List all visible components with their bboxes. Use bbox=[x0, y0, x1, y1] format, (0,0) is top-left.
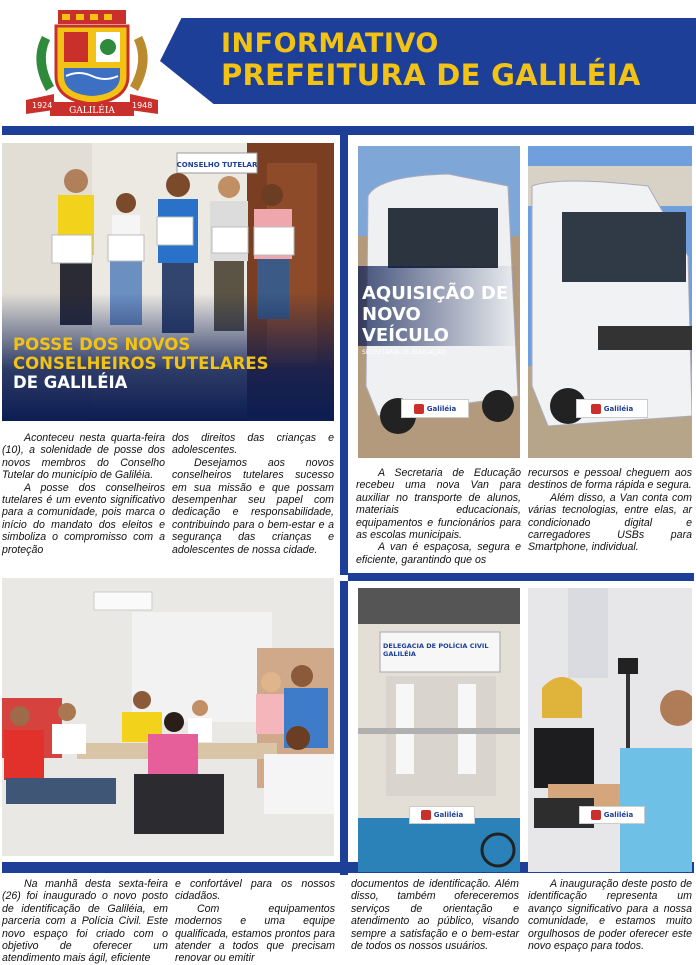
article3-column4 bbox=[528, 878, 692, 952]
article2-column1 bbox=[356, 467, 521, 566]
paragraph: Com equipamentos modernos e uma equipe qualificada, estamos prontos para atender a todos que precisam renovar ou emitir bbox=[175, 902, 335, 965]
police-sign-line2: GALILÉIA bbox=[383, 650, 416, 658]
right-middle-rule bbox=[348, 573, 694, 581]
paragraph: Aconteceu nesta quarta-feira (10), a solenidade de posse dos novos membros do Conselho Tutelar do município de Galiléia. bbox=[2, 432, 165, 482]
city-logo-badge: Galiléia bbox=[576, 399, 648, 418]
article2-title bbox=[362, 283, 512, 356]
lower-left-rule bbox=[2, 862, 340, 873]
center-vertical-rule bbox=[340, 135, 348, 575]
paragraph: A posse dos conselheiros tutelares é um evento significativo para a comunidade, pois marca o início do mandato dos eleitos e simboliza o compromisso com a proteção bbox=[2, 481, 165, 556]
paragraph: Na manhã desta sexta-feira (26) foi inaugurado o novo posto de identificação de Galiléia, em parceria com a Polícia Civil. Este novo espaço foi criado com o objetivo de oferecer um atendimento mais ágil, eficiente bbox=[2, 878, 168, 965]
crest-year-left: 1924 bbox=[32, 101, 53, 110]
paragraph: documentos de identificação. Além disso, também ofereceremos serviços de orientação e atendimento ao público, visando sempre a satisfação e o bem-estar de todos os nossos usuários. bbox=[351, 878, 519, 953]
paragraph: recursos e pessoal cheguem aos destinos de forma rápida e segura. bbox=[528, 467, 692, 492]
paragraph: dos direitos das crianças e adolescentes. bbox=[172, 432, 334, 457]
crest-year-right: 1948 bbox=[132, 101, 153, 110]
article3-column3 bbox=[351, 878, 519, 952]
header-title-line2: PREFEITURA DE GALILÉIA bbox=[221, 58, 641, 92]
paragraph: A van é espaçosa, segura e eficiente, garantindo que os bbox=[356, 541, 521, 566]
city-logo-badge: Galiléia bbox=[409, 806, 475, 824]
article1-title-line3: DE GALILÉIA bbox=[13, 373, 128, 392]
city-logo-badge: Galiléia bbox=[401, 399, 469, 418]
crest-name: GALILÉIA bbox=[69, 106, 115, 116]
photo-meeting-room bbox=[2, 578, 334, 856]
article2-title-line2: NOVO VEÍCULO bbox=[362, 304, 449, 346]
article1-column1 bbox=[2, 432, 165, 556]
municipal-crest bbox=[24, 6, 160, 120]
header-title-line1: INFORMATIVO bbox=[221, 28, 439, 59]
photo-id-capture bbox=[528, 588, 692, 872]
paragraph: Desejamos aos novos conselheiros tutelares sucesso em sua missão e que possam desempenhar seu papel com dedicação e responsabilidade, contribuindo para o bem-estar e a segurança das crianças e adolescentes de nossa cidade. bbox=[172, 456, 334, 556]
article1-title-line2: CONSELHEIROS TUTELARES bbox=[13, 354, 269, 373]
photo-police-id-office bbox=[358, 588, 520, 872]
article2-column2 bbox=[528, 467, 692, 554]
article1-title bbox=[13, 335, 313, 392]
article3-column2 bbox=[175, 878, 335, 965]
article1-column2 bbox=[172, 432, 334, 556]
police-sign-line1: DELEGACIA DE POLÍCIA CIVIL bbox=[383, 642, 489, 650]
article3-column1 bbox=[2, 878, 168, 965]
crest-icon bbox=[421, 810, 431, 820]
top-rule bbox=[2, 126, 694, 135]
council-sign: CONSELHO TUTELAR bbox=[176, 161, 258, 169]
paragraph: A Secretaria de Educação recebeu uma nova Van para auxiliar no transporte de alunos, materiais educacionais, equipamentos e funcionários para as escolas municipais. bbox=[356, 467, 521, 542]
city-logo-badge: Galiléia bbox=[579, 806, 645, 824]
paragraph: A inauguração deste posto de identificação representa um avanço significativo para a nossa comunidade, e estamos muito orgulhosos de poder oferecer este novo espaço para todos. bbox=[528, 878, 692, 953]
article2-subtitle: SECRETARIA DE EDUCAÇÃO bbox=[362, 349, 446, 356]
crest-icon bbox=[591, 404, 601, 414]
paragraph: e confortável para os nossos cidadãos. bbox=[175, 878, 335, 903]
crest-icon bbox=[591, 810, 601, 820]
police-station-sign bbox=[383, 642, 501, 658]
paragraph: Além disso, a Van conta com várias tecnologias, entre elas, ar condicionado digital e carregadores USBs para Smartphone, individual. bbox=[528, 491, 692, 554]
article2-title-line1: AQUISIÇÃO DE bbox=[362, 283, 509, 304]
article1-title-line1: POSSE DOS NOVOS bbox=[13, 335, 191, 354]
crest-icon bbox=[414, 404, 424, 414]
lower-vertical-rule bbox=[340, 581, 348, 875]
